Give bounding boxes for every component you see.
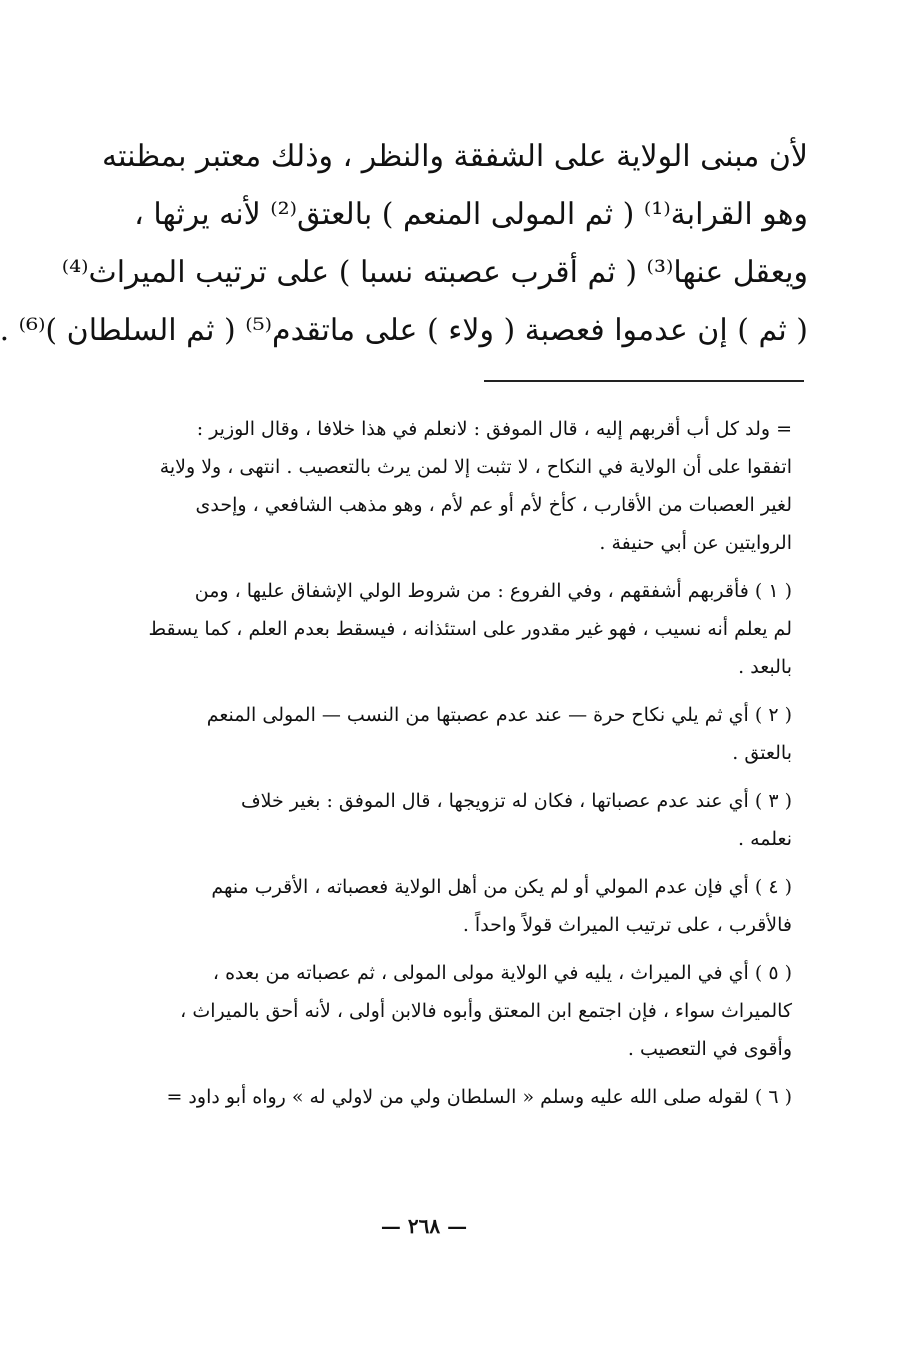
footnote-6 xyxy=(116,1078,792,1116)
footnote-line: ( ١ ) فأقربهم أشفقهم ، وفي الفروع : من شروط الولي الإشفاق عليها ، ومن xyxy=(194,580,792,602)
footnote-1 xyxy=(116,572,792,686)
footnote-line: بالعتق . xyxy=(732,742,792,764)
footnote-line: لم يعلم أنه نسيب ، فهو غير مقدور على استئذانه ، فيسقط بعدم العلم ، كما يسقط xyxy=(148,618,792,640)
main-text-line: وهو القرابة⁽¹⁾ ( ثم المولى المنعم ) بالعتق⁽²⁾ لأنه يرثها ، xyxy=(134,197,808,232)
footnote-line: = ولد كل أب أقربهم إليه ، قال الموفق : لانعلم في هذا خلافا ، وقال الوزير : xyxy=(196,418,792,440)
footnote-line: اتفقوا على أن الولاية في النكاح ، لا تثبت إلا لمن يرث بالتعصيب . انتهى ، ولا ولاية xyxy=(159,456,792,478)
footnotes-block xyxy=(116,410,792,1126)
footnote-4 xyxy=(116,868,792,944)
footnote-continuation xyxy=(116,410,792,562)
footnote-line: كالميراث سواء ، فإن اجتمع ابن المعتق وأبوه فالابن أولى ، لأنه أحق بالميراث ، xyxy=(180,1000,792,1022)
footnote-3 xyxy=(116,782,792,858)
footnote-line: ( ٦ ) لقوله صلى الله عليه وسلم « السلطان ولي من لاولي له » رواه أبو داود = xyxy=(166,1086,792,1108)
footnote-line: بالبعد . xyxy=(738,656,792,678)
footnote-line: لغير العصبات من الأقارب ، كأخ لأم أو عم لأم ، وهو مذهب الشافعي ، وإحدى xyxy=(195,494,792,516)
footnote-separator xyxy=(484,380,804,382)
footnote-5 xyxy=(116,954,792,1068)
footnote-line: ( ٢ ) أي ثم يلي نكاح حرة — عند عدم عصبتها من النسب — المولى المنعم xyxy=(206,704,792,726)
footnote-line: وأقوى في التعصيب . xyxy=(627,1038,792,1060)
footnote-line: ( ٤ ) أي فإن عدم المولي أو لم يكن من أهل الولاية فعصباته ، الأقرب منهم xyxy=(211,876,792,898)
footnote-line: الروايتين عن أبي حنيفة . xyxy=(599,532,792,554)
main-text-line: ويعقل عنها⁽³⁾ ( ثم أقرب عصبته نسبا ) على ترتيب الميراث⁽⁴⁾ xyxy=(61,255,808,290)
page-number: — ٢٦٨ — xyxy=(380,1214,468,1238)
main-text-block xyxy=(0,128,808,360)
footnote-line: نعلمه . xyxy=(738,828,792,850)
footnote-line: ( ٥ ) أي في الميراث ، يليه في الولاية مولى المولى ، ثم عصباته من بعده ، xyxy=(212,962,792,984)
footnote-line: فالأقرب ، على ترتيب الميراث قولاً واحداً . xyxy=(462,914,792,936)
main-text-line: ( ثم ) إن عدموا فعصبة ( ولاء ) على ماتقدم⁽⁵⁾ ( ثم السلطان )⁽⁶⁾ . xyxy=(0,313,808,348)
footnote-2 xyxy=(116,696,792,772)
footnote-line: ( ٣ ) أي عند عدم عصباتها ، فكان له تزويجها ، قال الموفق : بغير خلاف xyxy=(240,790,792,812)
main-text-line: لأن مبنى الولاية على الشفقة والنظر ، وذلك معتبر بمظنته xyxy=(102,139,808,174)
